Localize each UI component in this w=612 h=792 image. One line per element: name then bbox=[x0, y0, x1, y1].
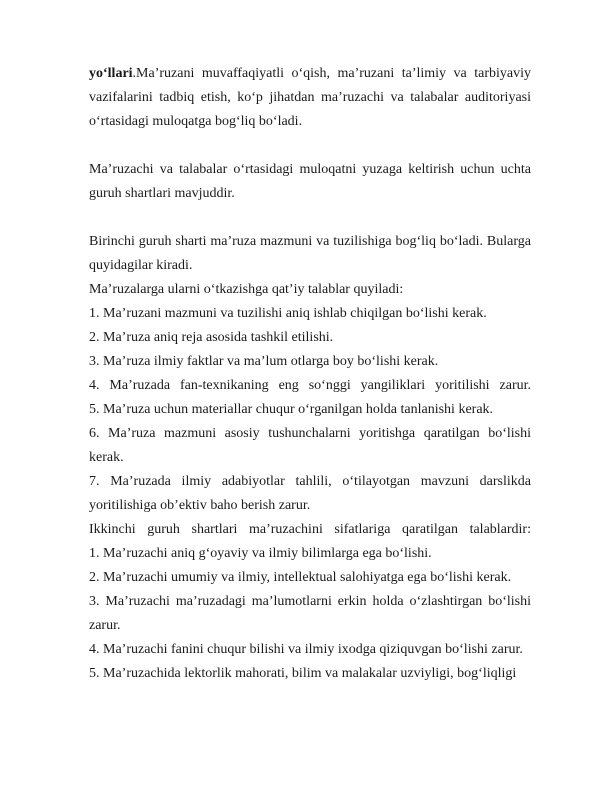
list-item-group1-2: 2. Ma’ruza aniq reja asosida tashkil etilishi. bbox=[89, 330, 334, 345]
list-item-group2-1: 1. Ma’ruzachi aniq g‘oyaviy va ilmiy bilimlarga ega bo‘lishi. bbox=[89, 546, 432, 561]
list-item-group1-5: 5. Ma’ruza uchun materiallar chuqur o‘rganilgan holda tanlanishi kerak. bbox=[89, 402, 494, 417]
list-item-group2-5: 5. Ma’ruzachida lektorlik mahorati, bilim va malakalar uzviyligi, bog‘liqligi bbox=[89, 666, 517, 681]
paragraph-gap bbox=[89, 206, 531, 230]
list-item-group1-4: 4. Ma’ruzada fan-texnikaning eng so‘nggi yangiliklari yoritilishi zarur. bbox=[89, 378, 531, 393]
list-item-group2-3: 3. Ma’ruzachi ma’ruzadagi ma’lumotlarni erkin holda o‘zlashtirgan bo‘lishi zarur. bbox=[89, 594, 531, 633]
paragraph-conditions-intro: Ma’ruzachi va talabalar o‘rtasidagi muloqatni yuzaga keltirish uchun uchta guruh shartlari mavjuddir. bbox=[89, 162, 531, 201]
intro-paragraph bbox=[89, 62, 531, 134]
paragraph-requirements-intro: Ma’ruzalarga ularni o‘tkazishga qat’iy talablar quyiladi: bbox=[89, 282, 404, 297]
document-page bbox=[89, 62, 531, 686]
paragraph-second-group: Ikkinchi guruh shartlari ma’ruzachini sifatlariga qaratilgan talablardir: bbox=[89, 522, 531, 537]
list-item-group2-2: 2. Ma’ruzachi umumiy va ilmiy, intellektual salohiyatga ega bo‘lishi kerak. bbox=[89, 570, 512, 585]
paragraph-gap bbox=[89, 134, 531, 158]
paragraph-first-group: Birinchi guruh sharti ma’ruza mazmuni va tuzilishiga bog‘liq bo‘ladi. Bularga quyidagilar kiradi. bbox=[89, 234, 531, 273]
list-item-group1-7: 7. Ma’ruzada ilmiy adabiyotlar tahlili, o‘tilayotgan mavzuni darslikda yoritilishiga ob’ektiv baho berish zarur. bbox=[89, 474, 531, 513]
intro-text: .Ma’ruzani muvaffaqiyatli o‘qish, ma’ruzani ta’limiy va tarbiyaviy vazifalarini tadbiq etish, ko‘p jihatdan ma’ruzachi va talabalar auditoriyasi o‘rtasidagi muloqatga bog‘liq bo‘ladi. bbox=[89, 66, 531, 129]
intro-bold-word: yo‘llari bbox=[89, 66, 133, 81]
list-item-group1-1: 1. Ma’ruzani mazmuni va tuzilishi aniq ishlab chiqilgan bo‘lishi kerak. bbox=[89, 306, 487, 321]
list-item-group1-3: 3. Ma’ruza ilmiy faktlar va ma’lum otlarga boy bo‘lishi kerak. bbox=[89, 354, 439, 369]
list-item-group2-4: 4. Ma’ruzachi fanini chuqur bilishi va ilmiy ixodga qiziquvgan bo‘lishi zarur. bbox=[89, 642, 523, 657]
list-item-group1-6: 6. Ma’ruza mazmuni asosiy tushunchalarni yoritishga qaratilgan bo‘lishi kerak. bbox=[89, 426, 531, 465]
